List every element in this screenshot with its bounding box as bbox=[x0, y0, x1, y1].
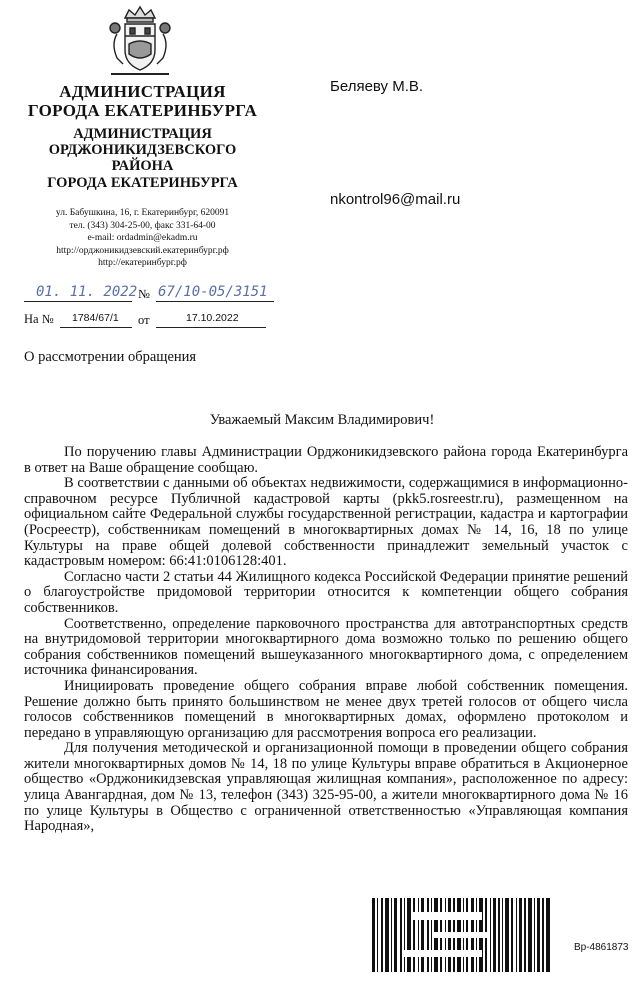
paragraph: Для получения методической и организационной помощи в проведении общего собрания жители многоквартирных домов № 14, 18 по улице Культуры вправе обратиться в Акционерное общество «Орджоникидзевская управляющая жилищная компания», расположенное по адресу: улица Авангардная, дом № 13, телефон (343) 325-95-00, а жители многоквартирного дома № 16 по улице Культуры в Общество с ограниченной ответственностью «Управляющая компания Народная», bbox=[24, 740, 628, 835]
paragraph: Инициировать проведение общего собрания вправе любой собственник помещения. Решение должно быть принято большинством не менее двух третей голосов от общего числа голосов собственников помещений в многоквартирных домах, оформлено протоколом и передано в управляющую организацию для рассмотрения вопроса его реализации. bbox=[24, 677, 628, 741]
paragraph: По поручению главы Администрации Орджоникидзевского района города Екатеринбурга в ответ на Ваше обращение сообщаю. bbox=[24, 444, 628, 476]
date-underline bbox=[24, 301, 132, 302]
website-2: http://екатеринбург.рф bbox=[98, 258, 187, 268]
from-label: от bbox=[138, 313, 150, 327]
website-1: http://орджоникидзевский.екатеринбург.рф bbox=[56, 245, 229, 256]
barcode-icon bbox=[372, 898, 550, 972]
letterhead-line2: ГОРОДА ЕКАТЕРИНБУРГА bbox=[27, 101, 258, 121]
org-email: e-mail: ordadmin@ekadm.ru bbox=[87, 233, 198, 243]
ref-label: На № bbox=[24, 312, 54, 326]
number-underline bbox=[156, 301, 274, 302]
number-label: № bbox=[138, 287, 150, 301]
ref-date: 17.10.2022 bbox=[186, 312, 239, 324]
letterhead-line1: АДМИНИСТРАЦИЯ bbox=[59, 82, 226, 101]
phone: тел. (343) 304-25-00, факс 331-64-00 bbox=[69, 220, 216, 231]
ref-underline bbox=[60, 327, 132, 328]
paragraph: В соответствии с данными об объектах недвижимости, содержащимися в информационно-справочном ресурсе Публичной кадастровой карты (pkk5.rosreestr.ru), размещенном на официальном сайте Федеральной службы государственной регистрации, кадастра и картографии (Росреестр), собственникам помещений в многоквартирных домах № 14, 16, 18 по улице Культуры на праве общей долевой собственности принадлежит земельный участок с кадастровым номером: 66:41:0106128:401. bbox=[24, 475, 628, 570]
letterhead-sub4: ГОРОДА ЕКАТЕРИНБУРГА bbox=[47, 174, 238, 191]
ref-date-underline bbox=[156, 327, 266, 328]
letterhead-contacts bbox=[10, 207, 275, 270]
paragraph: Согласно части 2 статьи 44 Жилищного кодекса Российской Федерации принятие решений о благоустройстве придомовой территории относится к компетенции общего собрания собственников. bbox=[24, 568, 628, 616]
letterhead-subtitle bbox=[10, 126, 275, 191]
letter-body bbox=[24, 445, 628, 835]
letterhead-sub1: АДМИНИСТРАЦИЯ bbox=[73, 126, 212, 142]
subject: О рассмотрении обращения bbox=[24, 349, 197, 365]
letterhead-title bbox=[10, 82, 275, 120]
paragraph: Соответственно, определение парковочного пространства для автотранспортных средств на внутридомовой территории многоквартирного дома возможно только по решению общего собрания собственников помещений вышеуказанного многоквартирного дома, с определением источника финансирования. bbox=[24, 615, 628, 679]
letterhead-sub3: РАЙОНА bbox=[111, 158, 174, 175]
address: ул. Бабушкина, 16, г. Екатеринбург, 620091 bbox=[55, 208, 230, 218]
outgoing-date: 01. 11. 2022 bbox=[36, 284, 138, 300]
letterhead-sub2: ОРДЖОНИКИДЗЕВСКОГО bbox=[48, 142, 237, 159]
registration-code: Вр-4861873 bbox=[574, 942, 629, 953]
addressee-email: nkontrol96@mail.ru bbox=[330, 191, 461, 208]
coat-of-arms-icon bbox=[105, 4, 175, 78]
ref-number: 1784/67/1 bbox=[72, 312, 119, 324]
outgoing-number: 67/10-05/3151 bbox=[158, 284, 268, 300]
addressee-name: Беляеву М.В. bbox=[330, 78, 424, 95]
greeting: Уважаемый Максим Владимирович! bbox=[209, 412, 435, 428]
